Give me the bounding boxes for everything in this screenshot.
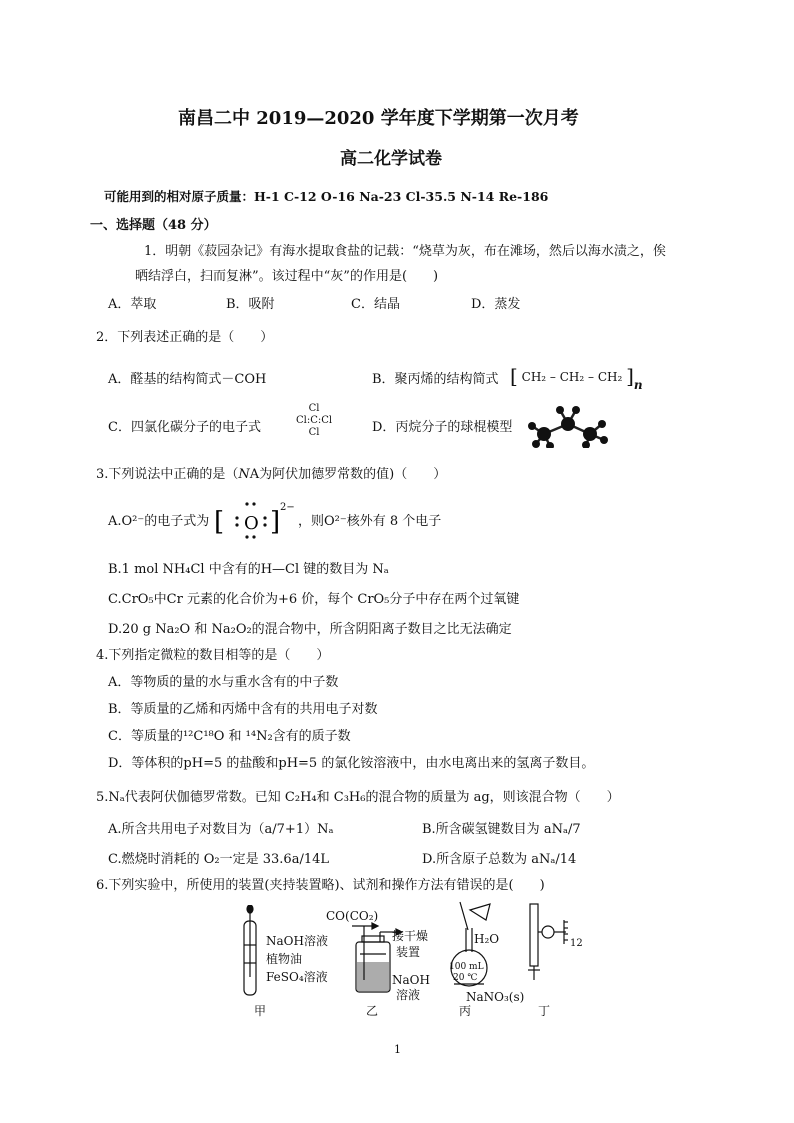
propane-ball-stick-model [524,402,610,448]
q4-stem: 4.下列指定微粒的数目相等的是（ ） [96,648,330,663]
apparatus-jia-drawing [240,905,260,997]
q2-option-b: B．聚丙烯的结构简式 [372,372,499,387]
q1-option-c: C．结晶 [351,297,400,312]
jia-label-oil: 植物油 [266,952,303,966]
q5-stem: 5.Nₐ代表阿伏伽德罗常数。已知 C₂H₄和 C₃H₆的混合物的质量为 ag，则该混合物（ ） [96,790,620,805]
page-title: 南昌二中 2019—2020 学年度下学期第一次月考 [178,108,579,129]
bing-label-solid: NaNO₃(s) [466,990,525,1004]
paper-subtitle: 高二化学试卷 [340,149,442,169]
yi-caption: 乙 [366,1004,379,1018]
section-heading: 一、选择题（48 分） [90,218,217,233]
bing-label-water: H₂O [474,932,500,946]
yi-label-gas: CO(CO₂) [326,909,379,923]
oxide-ion-charge: 2− [280,502,295,513]
svg-text:[: [ [214,507,225,537]
q4-option-b: B．等质量的乙烯和丙烯中含有的共用电子对数 [108,702,378,717]
q3-option-b: B.1 mol NH₄Cl 中含有的H—Cl 键的数目为 Nₐ [108,562,389,577]
q5-option-d: D.所含原子总数为 aNₐ/14 [422,852,577,867]
q1-option-d: D．蒸发 [471,297,521,312]
q4-option-c: C．等质量的¹²C¹⁸O 和 ¹⁴N₂含有的质子数 [108,729,351,744]
svg-text:O: O [244,513,259,534]
q3-stem: 3.下列说法中正确的是（NA为阿伏加德罗常数的值)（ ） [96,467,447,482]
q2-stem: 2．下列表述正确的是（ ） [96,330,274,345]
jia-caption: 甲 [254,1004,267,1018]
q5-option-b: B.所含碳氢键数目为 aNₐ/7 [422,822,581,837]
bing-label-volume: 100 mL [449,962,484,972]
page-number: 1 [394,1043,401,1056]
jia-label-naoh: NaOH溶液 [266,934,328,948]
ding-caption: 丁 [538,1004,551,1018]
ding-scale-mark: 12 [570,938,583,949]
q3-option-a-prefix: A.O²⁻的电子式为 [108,514,210,529]
yi-label-out2: 装置 [396,945,421,959]
atomic-mass-line: 可能用到的相对原子质量：H-1 C-12 O-16 Na-23 Cl-35.5 N-14 Re-186 [104,189,549,204]
bing-label-temp: 20 ℃ [453,973,478,983]
q1-option-a: A．萃取 [108,297,157,312]
q4-option-a: A．等物质的量的水与重水含有的中子数 [108,675,339,690]
apparatus-ding-drawing [520,902,570,982]
ccl4-electron-formula: Cl Cl:C:Cl Cl [296,403,333,438]
q3-option-a-suffix: ，则O²⁻核外有 8 个电子 [298,514,442,529]
q1-option-b: B．吸附 [226,297,275,312]
yi-label-liq1: NaOH [392,973,430,987]
bing-caption: 丙 [459,1004,472,1018]
yi-label-liq2: 溶液 [396,988,421,1002]
q2-option-a: A．醛基的结构简式－COH [108,372,267,387]
q5-option-c: C.燃烧时消耗的 O₂一定是 33.6a/14L [108,852,330,867]
q2-option-d: D．丙烷分子的球棍模型 [372,420,513,435]
q2-option-c: C．四氯化碳分子的电子式 [108,420,261,435]
yi-label-out1: 接干燥 [392,929,429,943]
q4-option-d: D．等体积的pH=5 的盐酸和pH=5 的氯化铵溶液中，由水电离出来的氢离子数目。 [108,756,595,771]
q6-stem: 6.下列实验中，所使用的装置(夹持装置略)、试剂和操作方法有错误的是( ) [96,878,545,893]
q3-option-d: D.20 g Na₂O 和 Na₂O₂的混合物中，所含阴阳离子数目之比无法确定 [108,622,512,637]
polypropylene-formula: [ CH₂ – CH₂ – CH₂ ]n [510,364,643,392]
svg-text:]: ] [270,507,281,537]
q3-option-c: C.CrO₅中Cr 元素的化合价为+6 价，每个 CrO₅分子中存在两个过氧键 [108,592,520,607]
q1-line1: 1．明朝《菽园杂记》有海水提取食盐的记载：“烧草为灰，布在滩场，然后以海水渍之，俟 [144,244,666,259]
q5-option-a: A.所含共用电子对数目为（a/7+1）Nₐ [108,822,334,837]
jia-label-feso4: FeSO₄溶液 [266,970,328,984]
q1-line2: 晒结浮白，扫而复淋”。该过程中“灰”的作用是( ) [135,269,439,284]
